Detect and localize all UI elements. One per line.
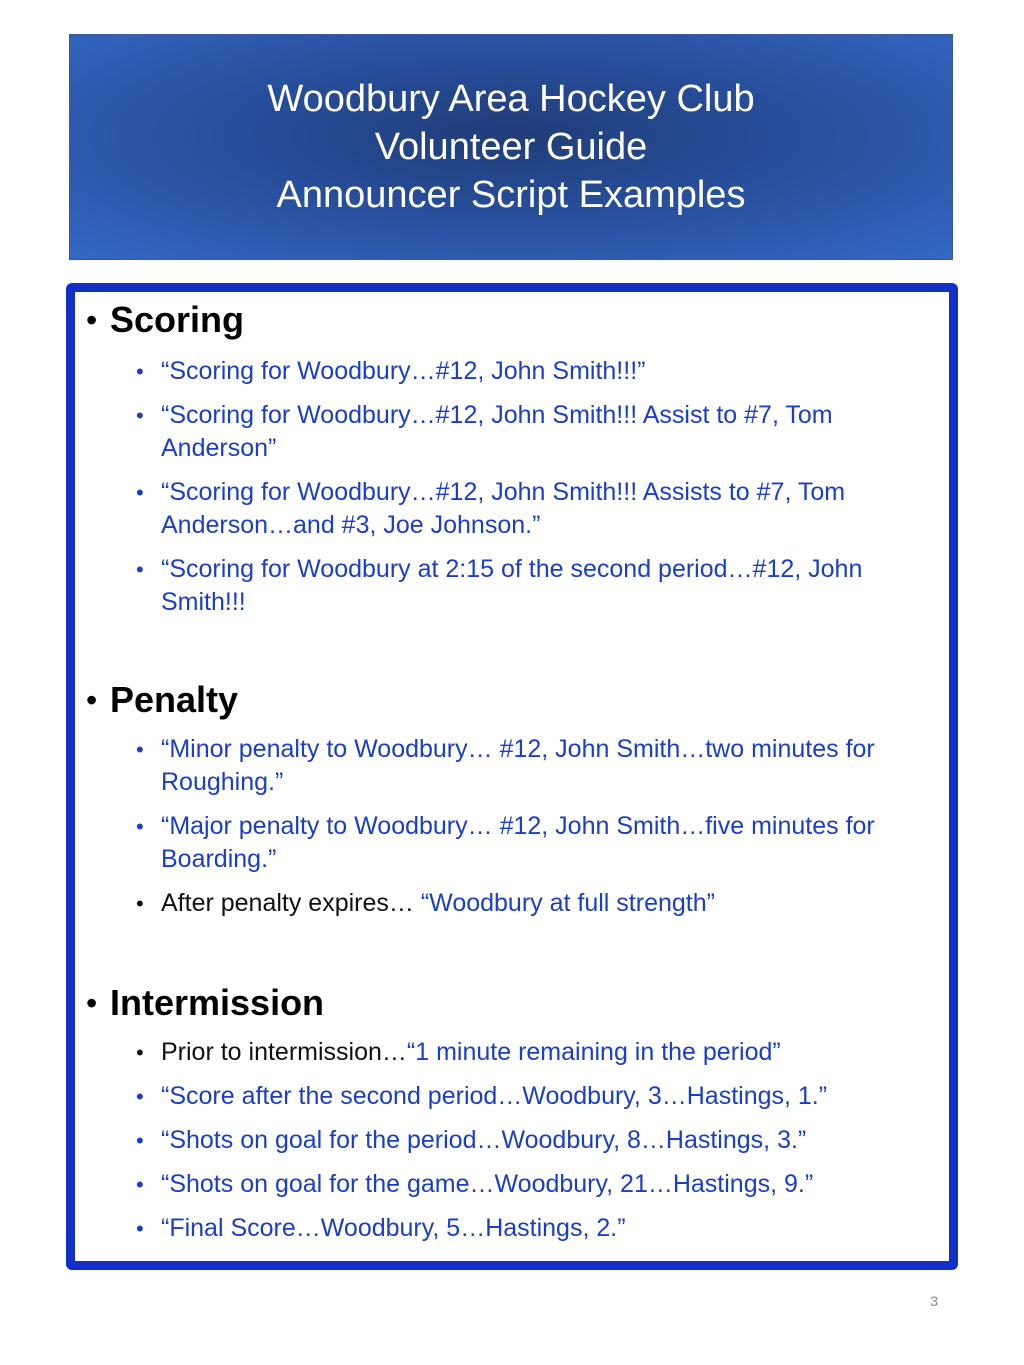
title-line-club: Woodbury Area Hockey Club — [267, 78, 755, 120]
list-item: • “Scoring for Woodbury at 2:15 of the second period…#12, John Smith!!! — [136, 555, 863, 616]
section-penalty — [75, 677, 949, 931]
title-line-guide: Volunteer Guide — [374, 126, 648, 168]
bullet-icon: • — [136, 814, 144, 839]
bullet-icon: • — [136, 1040, 144, 1065]
bullet-icon: • — [136, 480, 144, 505]
bullet-icon: • — [136, 891, 144, 916]
page-number: 3 — [930, 1293, 938, 1309]
bullet-icon: • — [136, 403, 144, 428]
title-banner — [69, 34, 953, 260]
section-title: • Intermission — [75, 980, 949, 1026]
list-item: • “Shots on goal for the game…Woodbury, 21…Hastings, 9.” — [75, 1168, 949, 1201]
section-intermission — [75, 980, 949, 1256]
list-item: • “Score after the second period…Woodbury, 3…Hastings, 1.” — [75, 1080, 949, 1113]
list-item: • “Scoring for Woodbury…#12, John Smith!!! Assists to #7, Tom Anderson…and #3, Joe Johnson.” — [136, 478, 846, 539]
title-line-subject: Announcer Script Examples — [276, 174, 746, 216]
bullet-icon: • — [136, 557, 144, 582]
bullet-icon: • — [136, 1128, 144, 1153]
list-item: • Prior to intermission…“1 minute remaining in the period” — [75, 1036, 949, 1069]
bullet-icon: • — [136, 1172, 144, 1197]
bullet-icon: • — [86, 985, 98, 1021]
list-item: • “Shots on goal for the period…Woodbury, 8…Hastings, 3.” — [75, 1124, 949, 1157]
bullet-icon: • — [136, 359, 144, 384]
content-box — [66, 283, 958, 1270]
list-item: • “Final Score…Woodbury, 5…Hastings, 2.” — [75, 1212, 949, 1245]
list-item: • “Major penalty to Woodbury… #12, John Smith…five minutes for Boarding.” — [136, 812, 875, 873]
bullet-icon: • — [86, 302, 98, 338]
list-item: • After penalty expires… “Woodbury at full strength” — [75, 887, 949, 920]
list-item: • “Scoring for Woodbury…#12, John Smith!!!” — [75, 355, 949, 388]
bullet-icon: • — [136, 1216, 144, 1241]
list-item: • “Minor penalty to Woodbury… #12, John Smith…two minutes for Roughing.” — [136, 735, 875, 796]
list-item: • “Scoring for Woodbury…#12, John Smith!!! Assist to #7, Tom Anderson” — [136, 401, 833, 462]
bullet-icon: • — [136, 1084, 144, 1109]
section-title: • Scoring — [75, 297, 949, 343]
bullet-icon: • — [136, 737, 144, 762]
section-title: • Penalty — [75, 677, 949, 723]
section-scoring — [75, 297, 949, 630]
bullet-icon: • — [86, 682, 98, 718]
